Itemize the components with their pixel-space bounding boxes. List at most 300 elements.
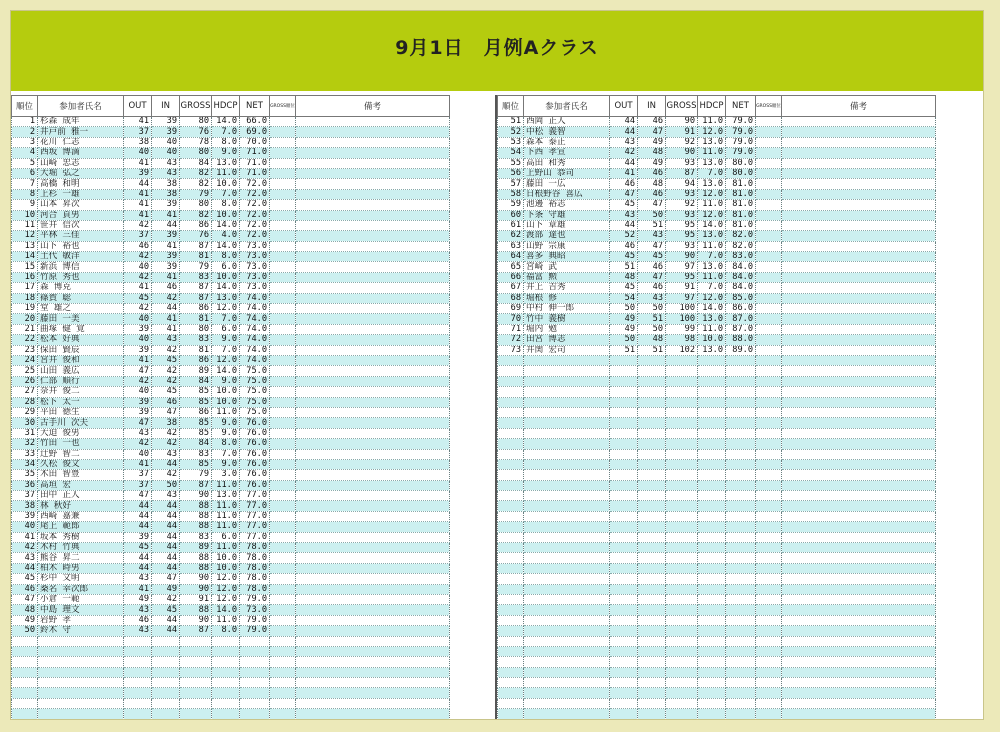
cell-net: 77.0: [240, 491, 270, 501]
cell-gross: 91: [666, 283, 698, 293]
cell-in: 40: [152, 148, 180, 158]
cell-out: 44: [124, 563, 152, 573]
cell-rank: [12, 678, 38, 688]
cell-out: 49: [124, 594, 152, 604]
cell-hdcp: [212, 698, 240, 708]
cell-net: 71.0: [240, 158, 270, 168]
cell-net: 73.0: [240, 262, 270, 272]
cell-in: 39: [152, 231, 180, 241]
header-notes: 備考: [296, 96, 450, 117]
cell-out: [610, 574, 638, 584]
cell-in: 41: [152, 272, 180, 282]
cell-hdcp: 12.0: [698, 293, 726, 303]
cell-gross-rank: [270, 366, 296, 376]
table-row: [498, 158, 936, 168]
cell-in: 39: [152, 252, 180, 262]
cell-hdcp: 14.0: [212, 241, 240, 251]
table-row: [498, 127, 936, 137]
cell-gross-rank: [756, 148, 782, 158]
cell-name: 林 秋好: [38, 501, 124, 511]
table-row: [12, 522, 450, 532]
cell-gross: [180, 688, 212, 698]
cell-out: 40: [124, 335, 152, 345]
cell-gross-rank: [756, 709, 782, 719]
cell-hdcp: 7.0: [698, 283, 726, 293]
cell-hdcp: 14.0: [212, 117, 240, 127]
cell-hdcp: 13.0: [212, 293, 240, 303]
cell-notes: [782, 563, 936, 573]
cell-rank: [498, 605, 524, 615]
table-row: [498, 501, 936, 511]
cell-net: 71.0: [240, 168, 270, 178]
cell-rank: 49: [12, 615, 38, 625]
table-row: [12, 480, 450, 490]
cell-gross: [666, 626, 698, 636]
cell-gross: 87: [180, 293, 212, 303]
cell-gross: 87: [180, 283, 212, 293]
cell-hdcp: 11.0: [212, 522, 240, 532]
cell-rank: 22: [12, 335, 38, 345]
cell-gross-rank: [756, 459, 782, 469]
cell-notes: [296, 657, 450, 667]
cell-in: [638, 563, 666, 573]
cell-gross-rank: [756, 667, 782, 677]
cell-name: [524, 574, 610, 584]
cell-rank: [498, 428, 524, 438]
table-row: [12, 698, 450, 708]
cell-out: 43: [610, 210, 638, 220]
cell-gross-rank: [756, 117, 782, 127]
cell-gross: 85: [180, 387, 212, 397]
cell-rank: [498, 470, 524, 480]
cell-in: 49: [638, 158, 666, 168]
cell-notes: [782, 200, 936, 210]
table-row: [12, 200, 450, 210]
cell-in: [638, 667, 666, 677]
cell-notes: [782, 470, 936, 480]
cell-rank: [12, 719, 38, 720]
cell-out: 48: [610, 272, 638, 282]
cell-net: [726, 418, 756, 428]
cell-gross: 90: [180, 615, 212, 625]
cell-gross: 87: [180, 241, 212, 251]
cell-net: 75.0: [240, 407, 270, 417]
cell-gross: [666, 355, 698, 365]
cell-gross: [666, 501, 698, 511]
table-row: [12, 137, 450, 147]
cell-in: 42: [152, 366, 180, 376]
cell-rank: 34: [12, 459, 38, 469]
table-row: [12, 470, 450, 480]
table-row: [498, 657, 936, 667]
cell-name: 木田 智豊: [38, 470, 124, 480]
cell-gross: [666, 439, 698, 449]
cell-net: [240, 678, 270, 688]
cell-net: 79.0: [240, 594, 270, 604]
cell-net: [726, 594, 756, 604]
cell-net: 74.0: [240, 355, 270, 365]
cell-in: 50: [638, 304, 666, 314]
cell-rank: [498, 615, 524, 625]
cell-in: 43: [152, 158, 180, 168]
cell-out: [610, 439, 638, 449]
cell-hdcp: 11.0: [212, 511, 240, 521]
cell-rank: 57: [498, 179, 524, 189]
cell-out: [610, 605, 638, 615]
cell-notes: [296, 491, 450, 501]
cell-gross: [666, 532, 698, 542]
table-row: [12, 127, 450, 137]
cell-in: 45: [152, 605, 180, 615]
cell-gross-rank: [270, 117, 296, 127]
cell-net: 66.0: [240, 117, 270, 127]
cell-in: 43: [152, 168, 180, 178]
cell-in: [638, 418, 666, 428]
cell-name: 森本 泰正: [524, 137, 610, 147]
cell-gross: 85: [180, 397, 212, 407]
cell-name: 小倉 一範: [38, 594, 124, 604]
cell-rank: [498, 698, 524, 708]
cell-in: 47: [152, 407, 180, 417]
cell-in: [638, 553, 666, 563]
cell-notes: [296, 636, 450, 646]
cell-in: 46: [638, 189, 666, 199]
cell-notes: [782, 501, 936, 511]
cell-hdcp: 8.0: [212, 252, 240, 262]
cell-gross: [666, 470, 698, 480]
cell-in: [638, 698, 666, 708]
cell-out: 44: [610, 158, 638, 168]
cell-notes: [296, 511, 450, 521]
table-row: [498, 241, 936, 251]
cell-gross: 80: [180, 117, 212, 127]
cell-notes: [782, 522, 936, 532]
cell-rank: [498, 636, 524, 646]
cell-gross-rank: [756, 387, 782, 397]
cell-gross: 86: [180, 355, 212, 365]
cell-notes: [782, 127, 936, 137]
cell-out: 43: [124, 626, 152, 636]
cell-name: [38, 709, 124, 719]
cell-out: [610, 584, 638, 594]
cell-in: [638, 626, 666, 636]
cell-out: [124, 719, 152, 720]
cell-rank: 62: [498, 231, 524, 241]
cell-hdcp: 14.0: [212, 366, 240, 376]
cell-out: 41: [124, 283, 152, 293]
cell-out: 50: [610, 335, 638, 345]
cell-gross-rank: [756, 428, 782, 438]
cell-gross-rank: [270, 262, 296, 272]
cell-hdcp: 12.0: [698, 189, 726, 199]
header-row: [12, 96, 450, 117]
cell-gross: 90: [666, 148, 698, 158]
cell-hdcp: 14.0: [212, 220, 240, 230]
cell-rank: 50: [12, 626, 38, 636]
cell-name: 保田 賢辰: [38, 345, 124, 355]
cell-notes: [296, 304, 450, 314]
cell-notes: [296, 241, 450, 251]
cell-rank: 2: [12, 127, 38, 137]
cell-out: 39: [124, 324, 152, 334]
cell-name: [524, 501, 610, 511]
cell-gross-rank: [756, 491, 782, 501]
cell-gross: 92: [666, 200, 698, 210]
table-row: [498, 366, 936, 376]
cell-hdcp: [698, 626, 726, 636]
header-hdcp: HDCP: [212, 96, 240, 117]
cell-in: [638, 459, 666, 469]
cell-name: [524, 646, 610, 656]
cell-rank: 8: [12, 189, 38, 199]
cell-out: [610, 646, 638, 656]
cell-hdcp: [698, 709, 726, 719]
cell-gross-rank: [270, 480, 296, 490]
cell-name: [524, 657, 610, 667]
cell-out: 44: [124, 511, 152, 521]
table-row: [12, 615, 450, 625]
cell-out: [610, 459, 638, 469]
cell-gross-rank: [270, 189, 296, 199]
cell-name: 篠賀 聡: [38, 293, 124, 303]
cell-rank: 17: [12, 283, 38, 293]
cell-gross: 90: [666, 252, 698, 262]
cell-hdcp: 10.0: [212, 563, 240, 573]
cell-rank: [498, 366, 524, 376]
cell-gross: 88: [180, 563, 212, 573]
cell-name: 土代 敏洋: [38, 252, 124, 262]
cell-net: 74.0: [240, 335, 270, 345]
cell-notes: [782, 376, 936, 386]
cell-in: 38: [152, 189, 180, 199]
cell-hdcp: 11.0: [212, 615, 240, 625]
cell-notes: [296, 501, 450, 511]
cell-gross: 93: [666, 158, 698, 168]
cell-in: 44: [152, 615, 180, 625]
cell-net: 77.0: [240, 511, 270, 521]
cell-hdcp: [698, 698, 726, 708]
cell-out: 37: [124, 480, 152, 490]
cell-notes: [296, 345, 450, 355]
table-row: [498, 148, 936, 158]
cell-in: 44: [152, 626, 180, 636]
cell-gross-rank: [270, 293, 296, 303]
cell-gross: 90: [666, 117, 698, 127]
cell-out: 43: [610, 137, 638, 147]
cell-notes: [296, 418, 450, 428]
cell-notes: [782, 626, 936, 636]
cell-gross: [666, 646, 698, 656]
cell-in: 50: [638, 210, 666, 220]
cell-gross: [180, 719, 212, 720]
cell-in: 39: [152, 200, 180, 210]
cell-rank: 1: [12, 117, 38, 127]
cell-in: [638, 449, 666, 459]
cell-rank: 27: [12, 387, 38, 397]
cell-notes: [296, 719, 450, 720]
cell-gross: [666, 584, 698, 594]
cell-net: [726, 605, 756, 615]
cell-notes: [782, 532, 936, 542]
cell-in: [638, 636, 666, 646]
cell-name: 田中 正人: [38, 491, 124, 501]
cell-notes: [296, 459, 450, 469]
cell-name: [524, 584, 610, 594]
cell-out: 39: [124, 168, 152, 178]
cell-out: 45: [124, 293, 152, 303]
cell-in: 48: [638, 148, 666, 158]
cell-net: [726, 439, 756, 449]
cell-out: 52: [610, 231, 638, 241]
cell-rank: 29: [12, 407, 38, 417]
cell-name: 奈井 俊二: [38, 387, 124, 397]
cell-notes: [296, 283, 450, 293]
cell-out: [610, 563, 638, 573]
table-row: [498, 387, 936, 397]
cell-gross: 90: [180, 584, 212, 594]
cell-net: 79.0: [726, 148, 756, 158]
cell-notes: [782, 636, 936, 646]
cell-notes: [296, 200, 450, 210]
cell-gross-rank: [756, 283, 782, 293]
table-row: [498, 210, 936, 220]
cell-net: 78.0: [240, 553, 270, 563]
cell-name: [524, 387, 610, 397]
cell-hdcp: [698, 376, 726, 386]
cell-gross-rank: [756, 376, 782, 386]
cell-out: [610, 678, 638, 688]
cell-hdcp: [212, 678, 240, 688]
cell-out: 41: [124, 459, 152, 469]
table-row: [498, 449, 936, 459]
cell-net: 76.0: [240, 480, 270, 490]
cell-hdcp: 11.0: [212, 168, 240, 178]
cell-hdcp: 4.0: [212, 231, 240, 241]
cell-rank: [12, 646, 38, 656]
cell-out: [610, 501, 638, 511]
cell-notes: [296, 210, 450, 220]
cell-net: 81.0: [726, 220, 756, 230]
cell-name: [524, 698, 610, 708]
cell-name: 松下 太一: [38, 397, 124, 407]
cell-in: [638, 688, 666, 698]
cell-gross: 86: [180, 304, 212, 314]
cell-gross: 82: [180, 179, 212, 189]
cell-in: 44: [152, 532, 180, 542]
table-row: [498, 200, 936, 210]
cell-name: [524, 563, 610, 573]
cell-rank: 18: [12, 293, 38, 303]
cell-net: 72.0: [240, 189, 270, 199]
cell-in: 50: [152, 480, 180, 490]
cell-name: 下西 孝宣: [524, 148, 610, 158]
cell-in: [638, 511, 666, 521]
cell-in: 47: [152, 574, 180, 584]
cell-net: 72.0: [240, 231, 270, 241]
cell-hdcp: [698, 667, 726, 677]
cell-hdcp: 10.0: [212, 179, 240, 189]
cell-notes: [782, 314, 936, 324]
cell-in: 39: [152, 127, 180, 137]
cell-in: 50: [638, 324, 666, 334]
cell-gross-rank: [270, 553, 296, 563]
cell-net: [240, 719, 270, 720]
cell-name: 森 博克: [38, 283, 124, 293]
cell-name: 河合 貞男: [38, 210, 124, 220]
cell-net: 82.0: [726, 231, 756, 241]
cell-name: 杉森 成年: [38, 117, 124, 127]
cell-net: 72.0: [240, 200, 270, 210]
cell-name: 藤田 一広: [524, 179, 610, 189]
cell-gross: 80: [180, 200, 212, 210]
cell-net: [240, 646, 270, 656]
cell-out: 45: [124, 543, 152, 553]
cell-name: 桑名 幸次郎: [38, 584, 124, 594]
cell-notes: [782, 355, 936, 365]
cell-gross-rank: [756, 543, 782, 553]
cell-gross: 89: [180, 366, 212, 376]
cell-notes: [782, 335, 936, 345]
cell-rank: [12, 667, 38, 677]
cell-gross: 82: [180, 168, 212, 178]
cell-in: 49: [152, 584, 180, 594]
header-out: OUT: [610, 96, 638, 117]
cell-net: 72.0: [240, 210, 270, 220]
table-row: [12, 439, 450, 449]
cell-name: 中村 伸一郎: [524, 304, 610, 314]
table-row: [12, 117, 450, 127]
cell-in: [638, 387, 666, 397]
cell-hdcp: [698, 688, 726, 698]
cell-notes: [782, 387, 936, 397]
cell-hdcp: 12.0: [212, 355, 240, 365]
table-row: [498, 428, 936, 438]
cell-notes: [296, 574, 450, 584]
cell-gross: 94: [666, 179, 698, 189]
cell-in: 41: [152, 314, 180, 324]
cell-out: [610, 553, 638, 563]
cell-name: 熊谷 昇二: [38, 553, 124, 563]
cell-name: [524, 719, 610, 720]
cell-hdcp: 13.0: [698, 179, 726, 189]
cell-notes: [782, 667, 936, 677]
cell-name: 中松 義智: [524, 127, 610, 137]
cell-net: 84.0: [726, 262, 756, 272]
cell-gross: 87: [180, 626, 212, 636]
cell-name: 日根野谷 喜広: [524, 189, 610, 199]
cell-in: 44: [152, 563, 180, 573]
cell-notes: [296, 355, 450, 365]
table-row: [498, 262, 936, 272]
cell-hdcp: 8.0: [212, 137, 240, 147]
table-row: [12, 657, 450, 667]
cell-out: 40: [124, 262, 152, 272]
table-row: [12, 636, 450, 646]
cell-out: 44: [124, 522, 152, 532]
cell-name: [524, 470, 610, 480]
cell-gross-rank: [756, 272, 782, 282]
cell-gross-rank: [756, 553, 782, 563]
cell-hdcp: [212, 646, 240, 656]
cell-hdcp: 14.0: [212, 605, 240, 615]
cell-rank: 44: [12, 563, 38, 573]
cell-gross-rank: [270, 636, 296, 646]
cell-rank: 68: [498, 293, 524, 303]
header-row: [498, 96, 936, 117]
table-row: [498, 522, 936, 532]
cell-name: [524, 480, 610, 490]
cell-out: 39: [124, 407, 152, 417]
